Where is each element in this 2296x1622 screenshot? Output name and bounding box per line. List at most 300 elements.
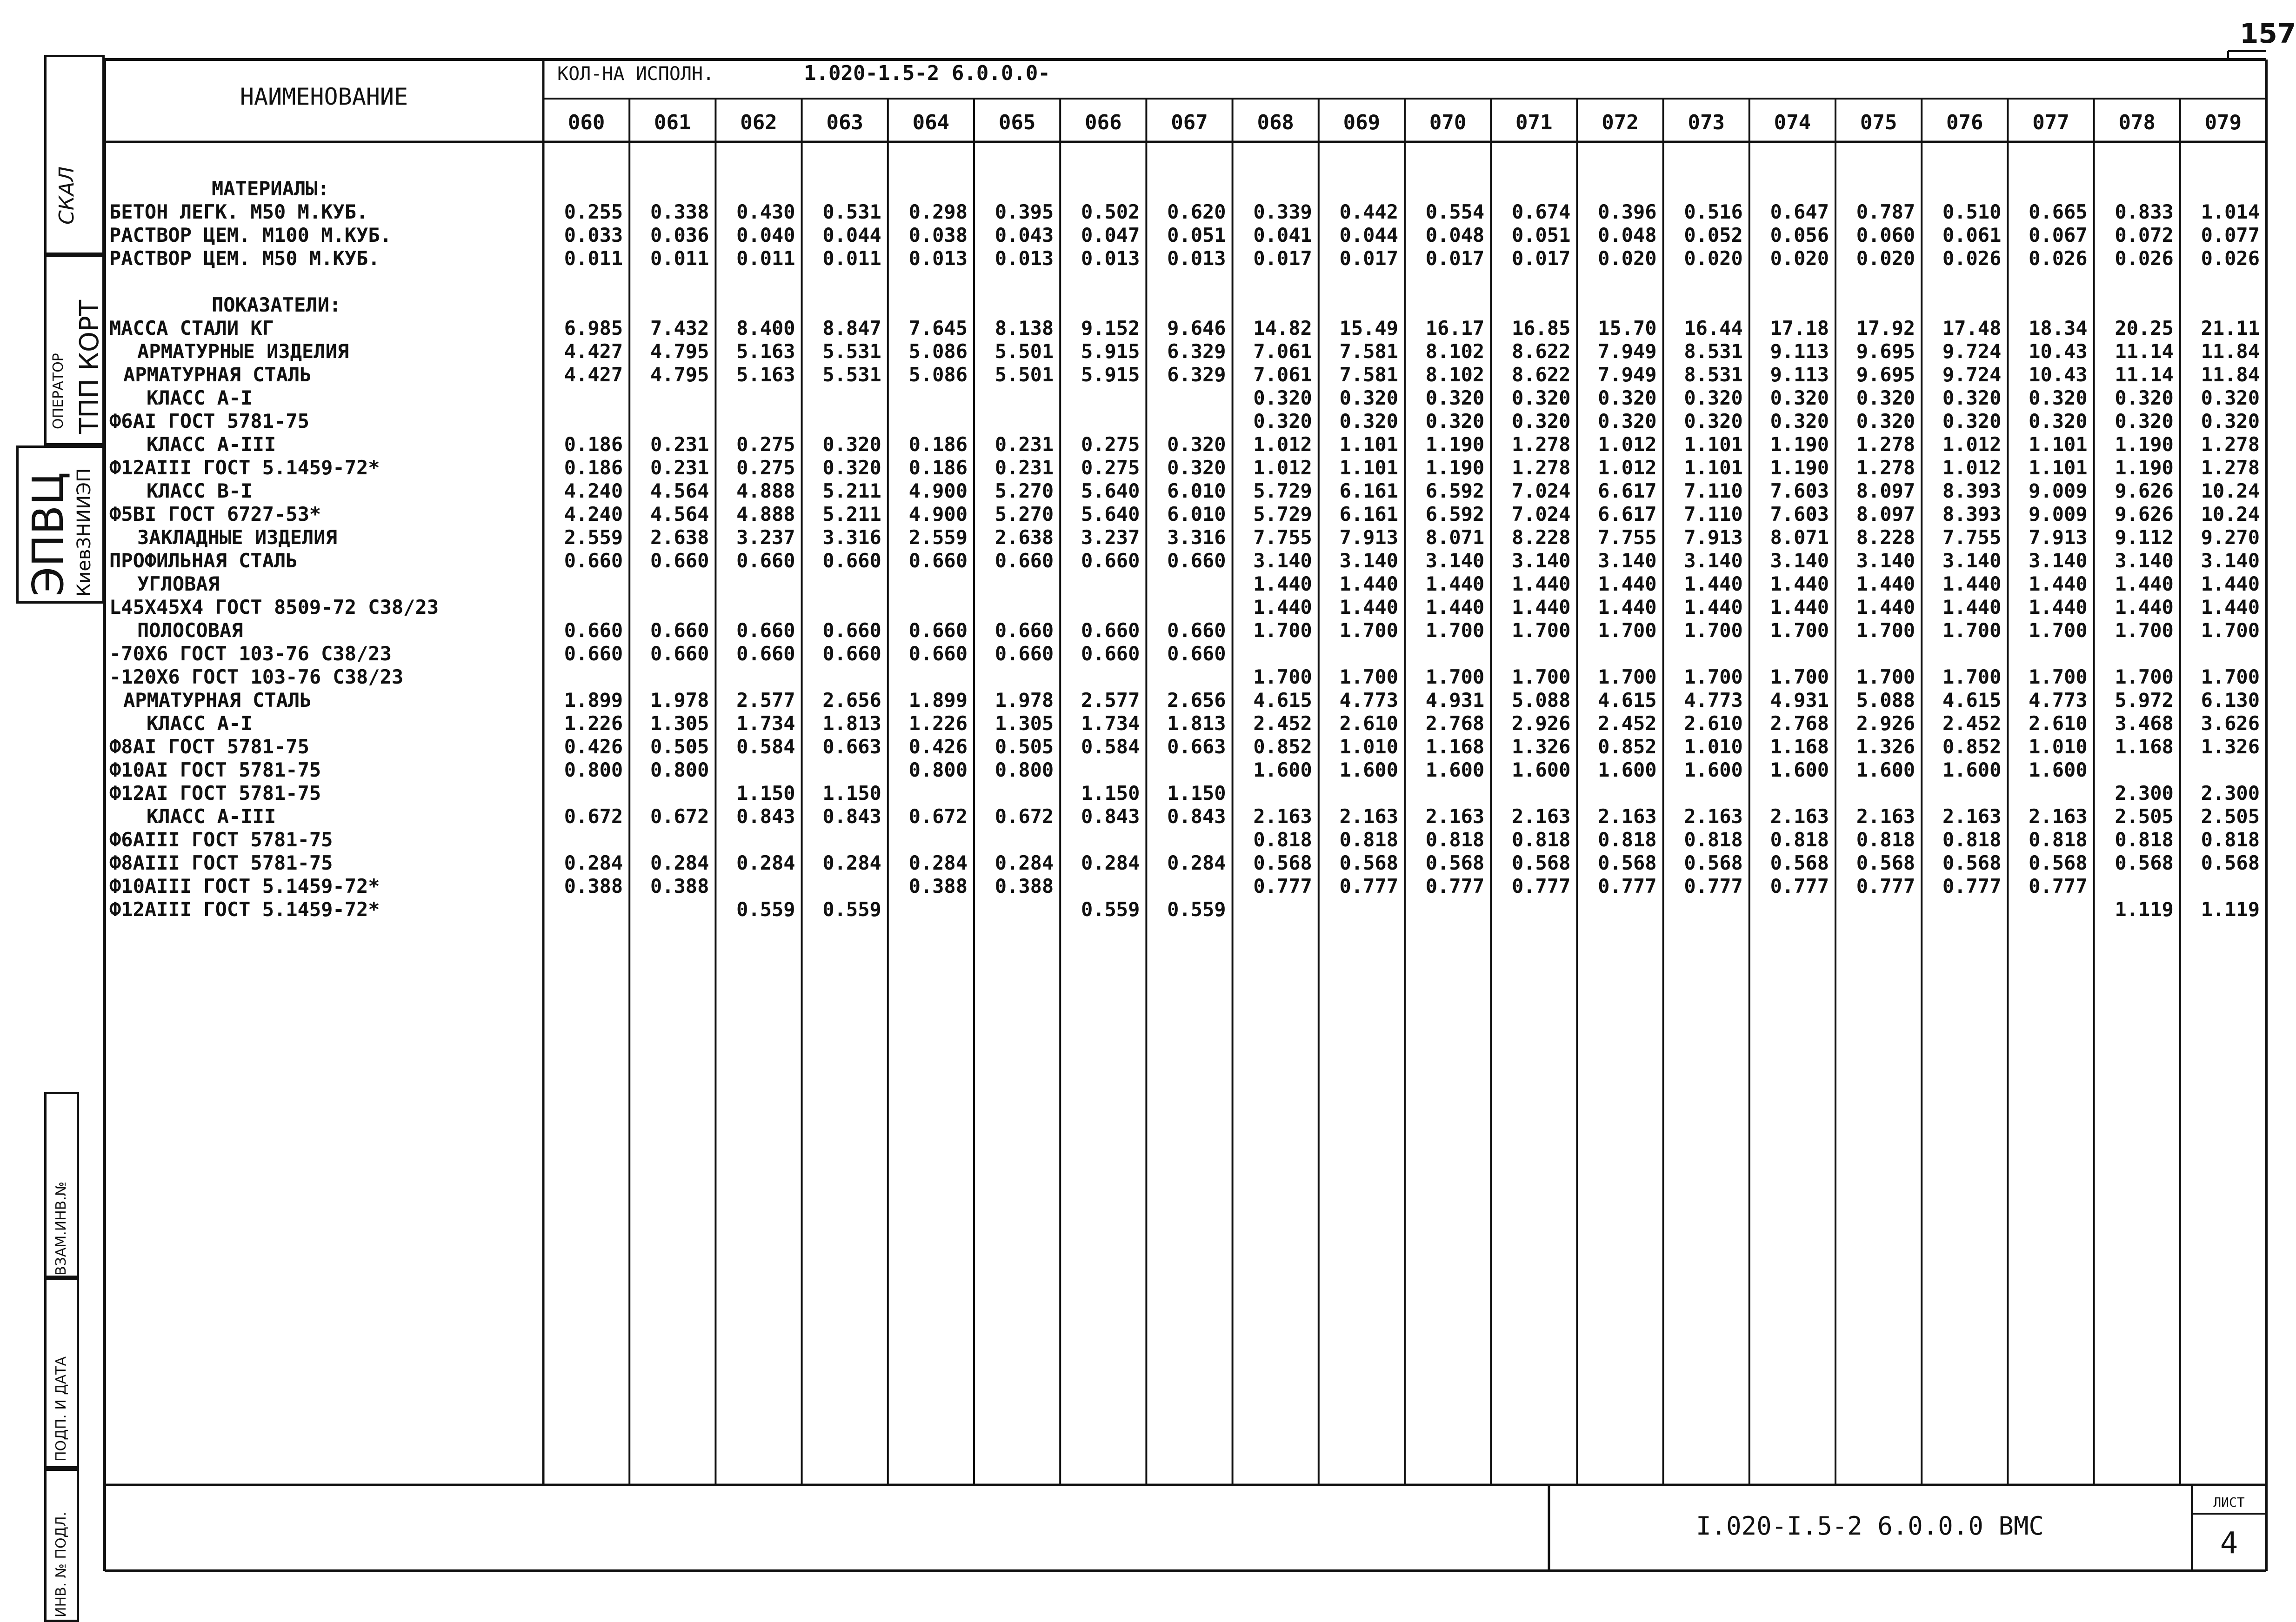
row-name: РАСТВОР ЦЕМ. М50 М.КУБ. [109,247,380,270]
stamp-org-short: ЭПВЦ [23,472,73,597]
row-value: 1.700 [2201,665,2260,688]
row-value: 1.440 [1942,596,2002,618]
row-value: 7.755 [1253,526,1312,549]
row-value: 0.833 [2115,200,2174,223]
title-designation: I.020-I.5-2 6.0.0.0 ВМС [1696,1511,2044,1541]
row-name: Ф6АIII ГОСТ 5781-75 [109,828,333,851]
row-value: 2.163 [2029,805,2088,828]
row-value: 2.610 [1339,712,1398,735]
row-value: 18.34 [2029,317,2088,339]
row-value: 0.020 [1598,247,1657,270]
row-value: 0.396 [1598,200,1657,223]
row-value: 5.086 [908,340,968,363]
row-value: 10.24 [2201,503,2260,525]
stamp-dept: ТПП КОРТ [74,299,105,434]
row-value: 1.700 [1856,619,1916,642]
row-value: 1.700 [1511,665,1571,688]
row-value: 0.568 [1598,851,1657,874]
row-value: 0.320 [1339,410,1398,432]
row-value: 0.777 [2029,875,2088,897]
stamp-operator: ОПЕРАТОР [50,353,67,429]
row-value: 0.284 [994,851,1054,874]
row-value: 1.600 [1942,758,2002,781]
row-value: 0.320 [2201,386,2260,409]
row-value: 1.190 [1770,456,1829,479]
row-value: 0.818 [1942,828,2002,851]
row-value: 1.700 [2029,619,2088,642]
row-value: 4.931 [1770,689,1829,711]
row-value: 5.088 [1856,689,1916,711]
row-value: 0.843 [1167,805,1226,828]
row-value: 0.568 [1942,851,2002,874]
row-value: 7.949 [1598,363,1657,386]
row-value: 8.622 [1511,363,1571,386]
row-value: 1.119 [2115,898,2174,921]
row-value: 3.140 [1598,549,1657,572]
row-value: 2.505 [2115,805,2174,828]
row-value: 1.010 [1339,735,1398,758]
row-value: 6.329 [1167,363,1226,386]
row-value: 1.440 [1253,596,1312,618]
row-value: 1.700 [1598,619,1657,642]
row-value: 3.237 [1081,526,1140,549]
row-value: 7.110 [1684,503,1743,525]
row-value: 1.168 [2115,735,2174,758]
row-value: 1.600 [1339,758,1398,781]
row-value: 0.026 [2201,247,2260,270]
qty-label: КОЛ-НА ИСПОЛН. [557,63,714,85]
row-value: 5.211 [822,479,881,502]
row-value: 0.320 [1770,386,1829,409]
row-value: 1.700 [1942,619,2002,642]
row-value: 0.554 [1425,200,1485,223]
row-value: 5.915 [1081,340,1140,363]
row-value: 6.010 [1167,503,1226,525]
row-value: 4.795 [650,363,709,386]
row-name: Ф6АI ГОСТ 5781-75 [109,410,309,432]
row-value: 3.626 [2201,712,2260,735]
row-value: 0.284 [1167,851,1226,874]
row-value: 1.440 [1253,572,1312,595]
row-value: 0.275 [736,456,795,479]
row-value: 1.700 [2029,665,2088,688]
row-value: 0.275 [1081,433,1140,456]
row-value: 3.316 [1167,526,1226,549]
row-value: 7.581 [1339,340,1398,363]
corner-page-number: 157 [2240,18,2296,49]
row-value: 4.773 [1339,689,1398,711]
row-value: 0.231 [994,456,1054,479]
row-value: 2.505 [2201,805,2260,828]
row-name: МАССА СТАЛИ КГ [109,317,274,339]
row-value: 0.818 [1253,828,1312,851]
row-value: 5.640 [1081,503,1140,525]
row-value: 1.440 [1339,596,1398,618]
row-value: 5.531 [822,340,881,363]
row-value: 0.777 [1684,875,1743,897]
row-value: 11.14 [2115,363,2174,386]
row-value: 0.800 [994,758,1054,781]
row-value: 1.899 [564,689,623,711]
column-header-061: 061 [654,111,691,134]
row-value: 0.320 [2029,386,2088,409]
row-value: 0.036 [650,224,709,246]
row-value: 0.818 [1856,828,1916,851]
row-value: 11.84 [2201,363,2260,386]
row-value: 0.660 [736,549,795,572]
row-value: 1.101 [1684,456,1743,479]
row-value: 0.426 [564,735,623,758]
row-name: -120X6 ГОСТ 103-76 С38/23 [109,665,404,688]
row-value: 0.011 [564,247,623,270]
row-value: 1.978 [650,689,709,711]
row-value: 0.320 [1425,386,1485,409]
row-value: 5.531 [822,363,881,386]
row-value: 4.564 [650,503,709,525]
row-value: 0.320 [1167,433,1226,456]
row-value: 2.638 [650,526,709,549]
row-value: 8.400 [736,317,795,339]
row-value: 0.852 [1942,735,2002,758]
row-value: 0.568 [1684,851,1743,874]
row-value: 8.847 [822,317,881,339]
row-value: 0.620 [1167,200,1226,223]
row-value: 0.818 [1511,828,1571,851]
row-value: 1.700 [1425,665,1485,688]
row-value: 0.660 [1081,549,1140,572]
column-header-064: 064 [912,111,950,134]
row-value: 0.818 [2201,828,2260,851]
row-value: 0.388 [650,875,709,897]
row-value: 2.559 [564,526,623,549]
row-value: 5.640 [1081,479,1140,502]
column-header-066: 066 [1085,111,1122,134]
row-value: 4.773 [1684,689,1743,711]
column-header-069: 069 [1343,111,1381,134]
row-value: 0.559 [822,898,881,921]
row-value: 7.913 [1684,526,1743,549]
row-value: 1.305 [994,712,1054,735]
row-value: 1.440 [1598,572,1657,595]
stamp-sign-date: ПОДП. И ДАТА [53,1356,69,1462]
row-value: 1.700 [1684,619,1743,642]
row-value: 3.140 [1856,549,1916,572]
row-value: 2.163 [1598,805,1657,828]
column-header-078: 078 [2118,111,2156,134]
row-value: 0.777 [1253,875,1312,897]
row-value: 1.600 [1684,758,1743,781]
row-value: 0.061 [1942,224,2002,246]
row-value: 0.818 [1339,828,1398,851]
row-value: 1.440 [1339,572,1398,595]
row-value: 0.284 [650,851,709,874]
row-value: 7.755 [1942,526,2002,549]
row-value: 2.638 [994,526,1054,549]
row-value: 1.813 [822,712,881,735]
row-value: 1.700 [1770,619,1829,642]
row-value: 0.568 [1856,851,1916,874]
row-value: 0.060 [1856,224,1916,246]
row-value: 0.388 [908,875,968,897]
row-value: 4.931 [1425,689,1485,711]
row-value: 1.012 [1942,433,2002,456]
row-value: 0.843 [822,805,881,828]
row-value: 1.813 [1167,712,1226,735]
column-header-072: 072 [1602,111,1639,134]
stamp-org-full: КиевЗНИИЭП [73,468,95,597]
row-value: 0.339 [1253,200,1312,223]
row-value: 0.320 [1253,410,1312,432]
row-value: 1.012 [1942,456,2002,479]
row-value: 7.913 [2029,526,2088,549]
row-value: 0.284 [822,851,881,874]
row-value: 0.777 [1511,875,1571,897]
row-value: 2.163 [1253,805,1312,828]
row-name: АРМАТУРНАЯ СТАЛЬ [123,689,312,711]
row-value: 0.072 [2115,224,2174,246]
row-name: КЛАСС А-I [147,386,253,409]
row-value: 1.440 [1511,596,1571,618]
row-value: 1.600 [1253,758,1312,781]
row-value: 0.510 [1942,200,2002,223]
row-value: 20.25 [2115,317,2174,339]
row-value: 0.502 [1081,200,1140,223]
row-value: 3.140 [1942,549,2002,572]
row-value: 1.700 [1339,619,1398,642]
sheet-number: 4 [2220,1526,2238,1561]
row-value: 0.660 [1167,549,1226,572]
row-value: 0.818 [1425,828,1485,851]
row-value: 0.320 [2115,410,2174,432]
row-value: 0.672 [994,805,1054,828]
row-value: 0.026 [1942,247,2002,270]
row-value: 4.888 [736,479,795,502]
row-value: 2.163 [1511,805,1571,828]
row-value: 1.101 [2029,433,2088,456]
row-value: 2.163 [1942,805,2002,828]
row-value: 0.320 [1684,386,1743,409]
row-value: 1.190 [1425,433,1485,456]
row-value: 2.926 [1511,712,1571,735]
row-value: 5.915 [1081,363,1140,386]
row-name: МАТЕРИАЛЫ: [212,177,329,200]
row-value: 0.275 [1081,456,1140,479]
row-value: 0.284 [736,851,795,874]
row-value: 1.734 [1081,712,1140,735]
sheet-label: ЛИСТ [2213,1495,2245,1510]
row-value: 1.600 [1770,758,1829,781]
row-name: ПОЛОСОВАЯ [137,619,243,642]
row-value: 1.440 [2115,596,2174,618]
column-header-073: 073 [1688,111,1725,134]
row-value: 6.010 [1167,479,1226,502]
row-value: 0.051 [1167,224,1226,246]
row-value: 0.011 [650,247,709,270]
row-value: 21.11 [2201,317,2260,339]
row-value: 5.270 [994,479,1054,502]
row-value: 15.49 [1339,317,1398,339]
row-value: 0.231 [994,433,1054,456]
row-value: 5.729 [1253,479,1312,502]
row-value: 1.012 [1598,433,1657,456]
row-value: 1.700 [2115,665,2174,688]
row-value: 0.320 [2115,386,2174,409]
row-value: 0.430 [736,200,795,223]
row-value: 0.777 [1856,875,1916,897]
row-value: 0.067 [2029,224,2088,246]
row-value: 0.800 [564,758,623,781]
row-value: 1.226 [564,712,623,735]
row-value: 9.626 [2115,479,2174,502]
row-value: 1.440 [1770,596,1829,618]
row-value: 3.140 [1511,549,1571,572]
row-value: 2.163 [1856,805,1916,828]
row-value: 1.278 [1856,433,1916,456]
row-value: 0.672 [564,805,623,828]
row-value: 0.320 [1856,410,1916,432]
row-value: 0.275 [736,433,795,456]
row-value: 1.278 [2201,456,2260,479]
row-value: 9.009 [2029,479,2088,502]
row-value: 1.101 [2029,456,2088,479]
row-value: 1.168 [1770,735,1829,758]
row-value: 4.795 [650,340,709,363]
stamp-inv-replace: ВЗАМ.ИНВ.№ [53,1181,69,1276]
column-header-068: 068 [1257,111,1294,134]
row-name: КЛАСС В-I [147,479,253,502]
row-value: 1.440 [1770,572,1829,595]
row-value: 1.440 [1684,572,1743,595]
row-value: 9.646 [1167,317,1226,339]
row-value: 9.270 [2201,526,2260,549]
row-value: 0.660 [994,642,1054,665]
row-value: 4.900 [908,503,968,525]
row-value: 10.24 [2201,479,2260,502]
row-value: 0.026 [2029,247,2088,270]
row-value: 4.773 [2029,689,2088,711]
row-value: 3.316 [822,526,881,549]
row-value: 8.228 [1511,526,1571,549]
row-value: 6.130 [2201,689,2260,711]
row-value: 0.048 [1425,224,1485,246]
row-value: 0.044 [1339,224,1398,246]
row-value: 4.888 [736,503,795,525]
row-value: 7.645 [908,317,968,339]
row-value: 0.040 [736,224,795,246]
column-header-067: 067 [1171,111,1208,134]
row-value: 9.695 [1856,363,1916,386]
row-value: 0.017 [1511,247,1571,270]
row-value: 0.186 [908,456,968,479]
row-value: 0.568 [1511,851,1571,874]
row-value: 1.440 [1856,572,1916,595]
row-value: 16.85 [1511,317,1571,339]
row-value: 0.660 [650,549,709,572]
row-value: 1.012 [1253,456,1312,479]
row-name: АРМАТУРНЫЕ ИЗДЕЛИЯ [137,340,349,363]
row-value: 0.660 [564,619,623,642]
row-value: 0.777 [1770,875,1829,897]
row-name: Ф12АI ГОСТ 5781-75 [109,782,321,804]
row-value: 2.163 [1339,805,1398,828]
row-value: 2.610 [1684,712,1743,735]
row-value: 0.516 [1684,200,1743,223]
row-value: 0.395 [994,200,1054,223]
row-value: 0.038 [908,224,968,246]
row-value: 1.326 [1856,735,1916,758]
row-value: 8.102 [1425,363,1485,386]
row-value: 1.700 [1942,665,2002,688]
row-value: 9.112 [2115,526,2174,549]
row-value: 7.432 [650,317,709,339]
column-header-074: 074 [1774,111,1811,134]
row-value: 0.660 [822,642,881,665]
row-value: 5.501 [994,340,1054,363]
row-value: 6.617 [1598,479,1657,502]
row-value: 1.012 [1598,456,1657,479]
row-value: 2.163 [1425,805,1485,828]
row-value: 9.009 [2029,503,2088,525]
row-value: 1.700 [1253,665,1312,688]
row-value: 1.101 [1339,456,1398,479]
row-value: 3.140 [1339,549,1398,572]
row-value: 0.647 [1770,200,1829,223]
row-value: 7.603 [1770,479,1829,502]
row-value: 0.559 [1081,898,1140,921]
row-value: 0.584 [736,735,795,758]
row-value: 0.568 [2201,851,2260,874]
row-value: 16.44 [1684,317,1743,339]
row-value: 0.013 [908,247,968,270]
row-value: 0.660 [564,549,623,572]
row-value: 0.665 [2029,200,2088,223]
row-value: 0.559 [736,898,795,921]
row-value: 17.92 [1856,317,1916,339]
row-value: 0.013 [1081,247,1140,270]
row-value: 1.150 [736,782,795,804]
row-value: 6.592 [1425,503,1485,525]
row-value: 3.140 [2029,549,2088,572]
column-header-063: 063 [826,111,863,134]
row-value: 8.531 [1684,340,1743,363]
row-value: 1.700 [2201,619,2260,642]
row-value: 0.505 [650,735,709,758]
row-name: УГЛОВАЯ [137,572,220,595]
row-name: Ф10АI ГОСТ 5781-75 [109,758,321,781]
row-value: 0.320 [1511,386,1571,409]
row-value: 4.615 [1253,689,1312,711]
row-value: 2.577 [736,689,795,711]
row-value: 0.320 [2201,410,2260,432]
row-value: 2.559 [908,526,968,549]
row-value: 1.278 [1511,456,1571,479]
row-value: 2.610 [2029,712,2088,735]
row-value: 0.052 [1684,224,1743,246]
row-value: 1.734 [736,712,795,735]
row-name: Ф8АI ГОСТ 5781-75 [109,735,309,758]
row-value: 0.777 [1425,875,1485,897]
row-value: 0.048 [1598,224,1657,246]
row-value: 5.270 [994,503,1054,525]
row-value: 0.320 [1942,410,2002,432]
column-header-075: 075 [1860,111,1897,134]
row-value: 8.393 [1942,503,2002,525]
row-name: КЛАСС А-III [147,433,276,456]
row-value: 1.101 [1684,433,1743,456]
row-value: 0.047 [1081,224,1140,246]
row-value: 0.017 [1253,247,1312,270]
row-value: 0.818 [2029,828,2088,851]
